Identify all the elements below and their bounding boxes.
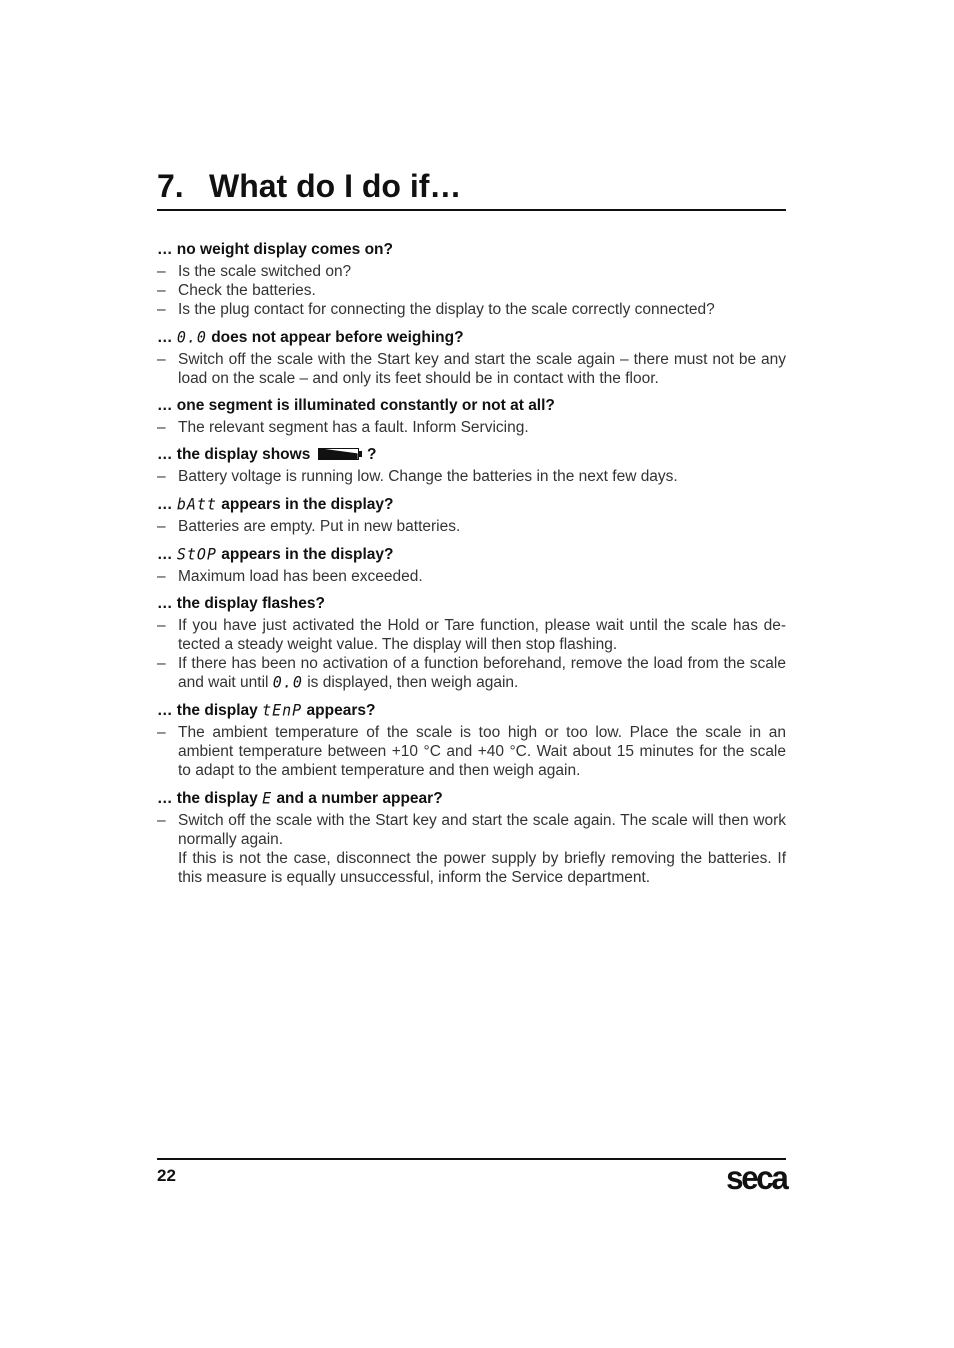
faq-question: … the display shows ?: [157, 446, 377, 463]
faq-answer: – Check the batteries.: [157, 282, 316, 299]
faq-answer: – Switch off the scale with the Start key and start the scale again – there must not be any load on the scale – and only its feet should be in contact with the floor.: [157, 351, 786, 387]
page-title: [157, 166, 786, 206]
faq-answer: – Battery voltage is running low. Change the batteries in the next few days.: [157, 468, 678, 485]
faq-item: [157, 327, 786, 388]
display-readout-stop: StOP: [176, 544, 217, 564]
faq-item: [157, 396, 786, 437]
faq-item: [157, 788, 786, 887]
faq-item: [157, 445, 786, 486]
faq-answer: – If you have just activated the Hold or Tare function, please wait until the scale has de-tected a steady weight value. The display will then stop flashing.: [157, 617, 786, 653]
page-number: 22: [157, 1166, 176, 1185]
faq-answer: – Switch off the scale with the Start key and start the scale again. The scale will then work normally again. If this is not the case, disconnect the power supply by briefly removing the batteries. If this measure is equally unsuccessful, inform the Service department.: [157, 812, 786, 886]
faq-answers: [157, 350, 786, 388]
faq-question: … the display E and a number appear?: [157, 788, 443, 808]
faq-answer: – If there has been no activation of a function beforehand, remove the load from the scale and wait until 0.0 is displayed, then weigh again.: [157, 655, 786, 692]
faq-answer: – Batteries are empty. Put in new batteries.: [157, 518, 461, 535]
faq-item: [157, 494, 786, 536]
faq-answers: [157, 723, 786, 780]
display-readout-error: E: [262, 788, 273, 808]
faq-answers: [157, 567, 786, 586]
faq-question: … one segment is illuminated constantly or not at all?: [157, 397, 555, 414]
title-divider: [157, 209, 786, 211]
faq-answer: – Is the plug contact for connecting the display to the scale correctly connected?: [157, 301, 715, 318]
display-readout-zero: 0.0: [176, 327, 207, 347]
faq-question: … no weight display comes on?: [157, 241, 393, 258]
faq-question: … bAtt appears in the display?: [157, 494, 394, 514]
faq-item: [157, 544, 786, 586]
faq-answers: [157, 517, 786, 536]
display-readout-zero: 0.0: [272, 672, 303, 692]
footer-divider: [157, 1158, 786, 1160]
faq-answer: – The ambient temperature of the scale is too high or too low. Place the scale in an ambient temperature between +10 °C and +40 °C. Wait about 15 minutes for the scale to adapt to the ambient temperature and then weigh again.: [157, 724, 786, 779]
chapter-title: What do I do if…: [209, 168, 462, 204]
faq-answer: – Maximum load has been exceeded.: [157, 568, 423, 585]
faq-item: [157, 700, 786, 780]
faq-answers: [157, 616, 786, 692]
troubleshooting-list: [157, 240, 786, 895]
display-readout-temp: tEnP: [262, 700, 303, 720]
faq-answers: [157, 418, 786, 437]
faq-question: … the display tEnP appears?: [157, 700, 376, 720]
faq-answers: [157, 467, 786, 486]
faq-answer-continuation: If this is not the case, disconnect the power supply by briefly removing the batteries. If this measure is equally unsuccessful, inform the Service department.: [178, 850, 786, 886]
faq-question: … the display flashes?: [157, 595, 325, 612]
faq-answer: – The relevant segment has a fault. Inform Servicing.: [157, 419, 529, 436]
seca-logo: seca: [725, 1159, 786, 1196]
faq-question: … StOP appears in the display?: [157, 544, 394, 564]
chapter-number: 7.: [157, 168, 184, 204]
display-readout-batt: bAtt: [176, 494, 217, 514]
faq-item: [157, 240, 786, 319]
faq-answer: – Is the scale switched on?: [157, 263, 352, 280]
faq-item: [157, 594, 786, 692]
faq-answers: [157, 262, 786, 319]
faq-answers: [157, 811, 786, 887]
faq-question: … 0.0 does not appear before weighing?: [157, 327, 464, 347]
battery-low-icon: [318, 447, 360, 461]
